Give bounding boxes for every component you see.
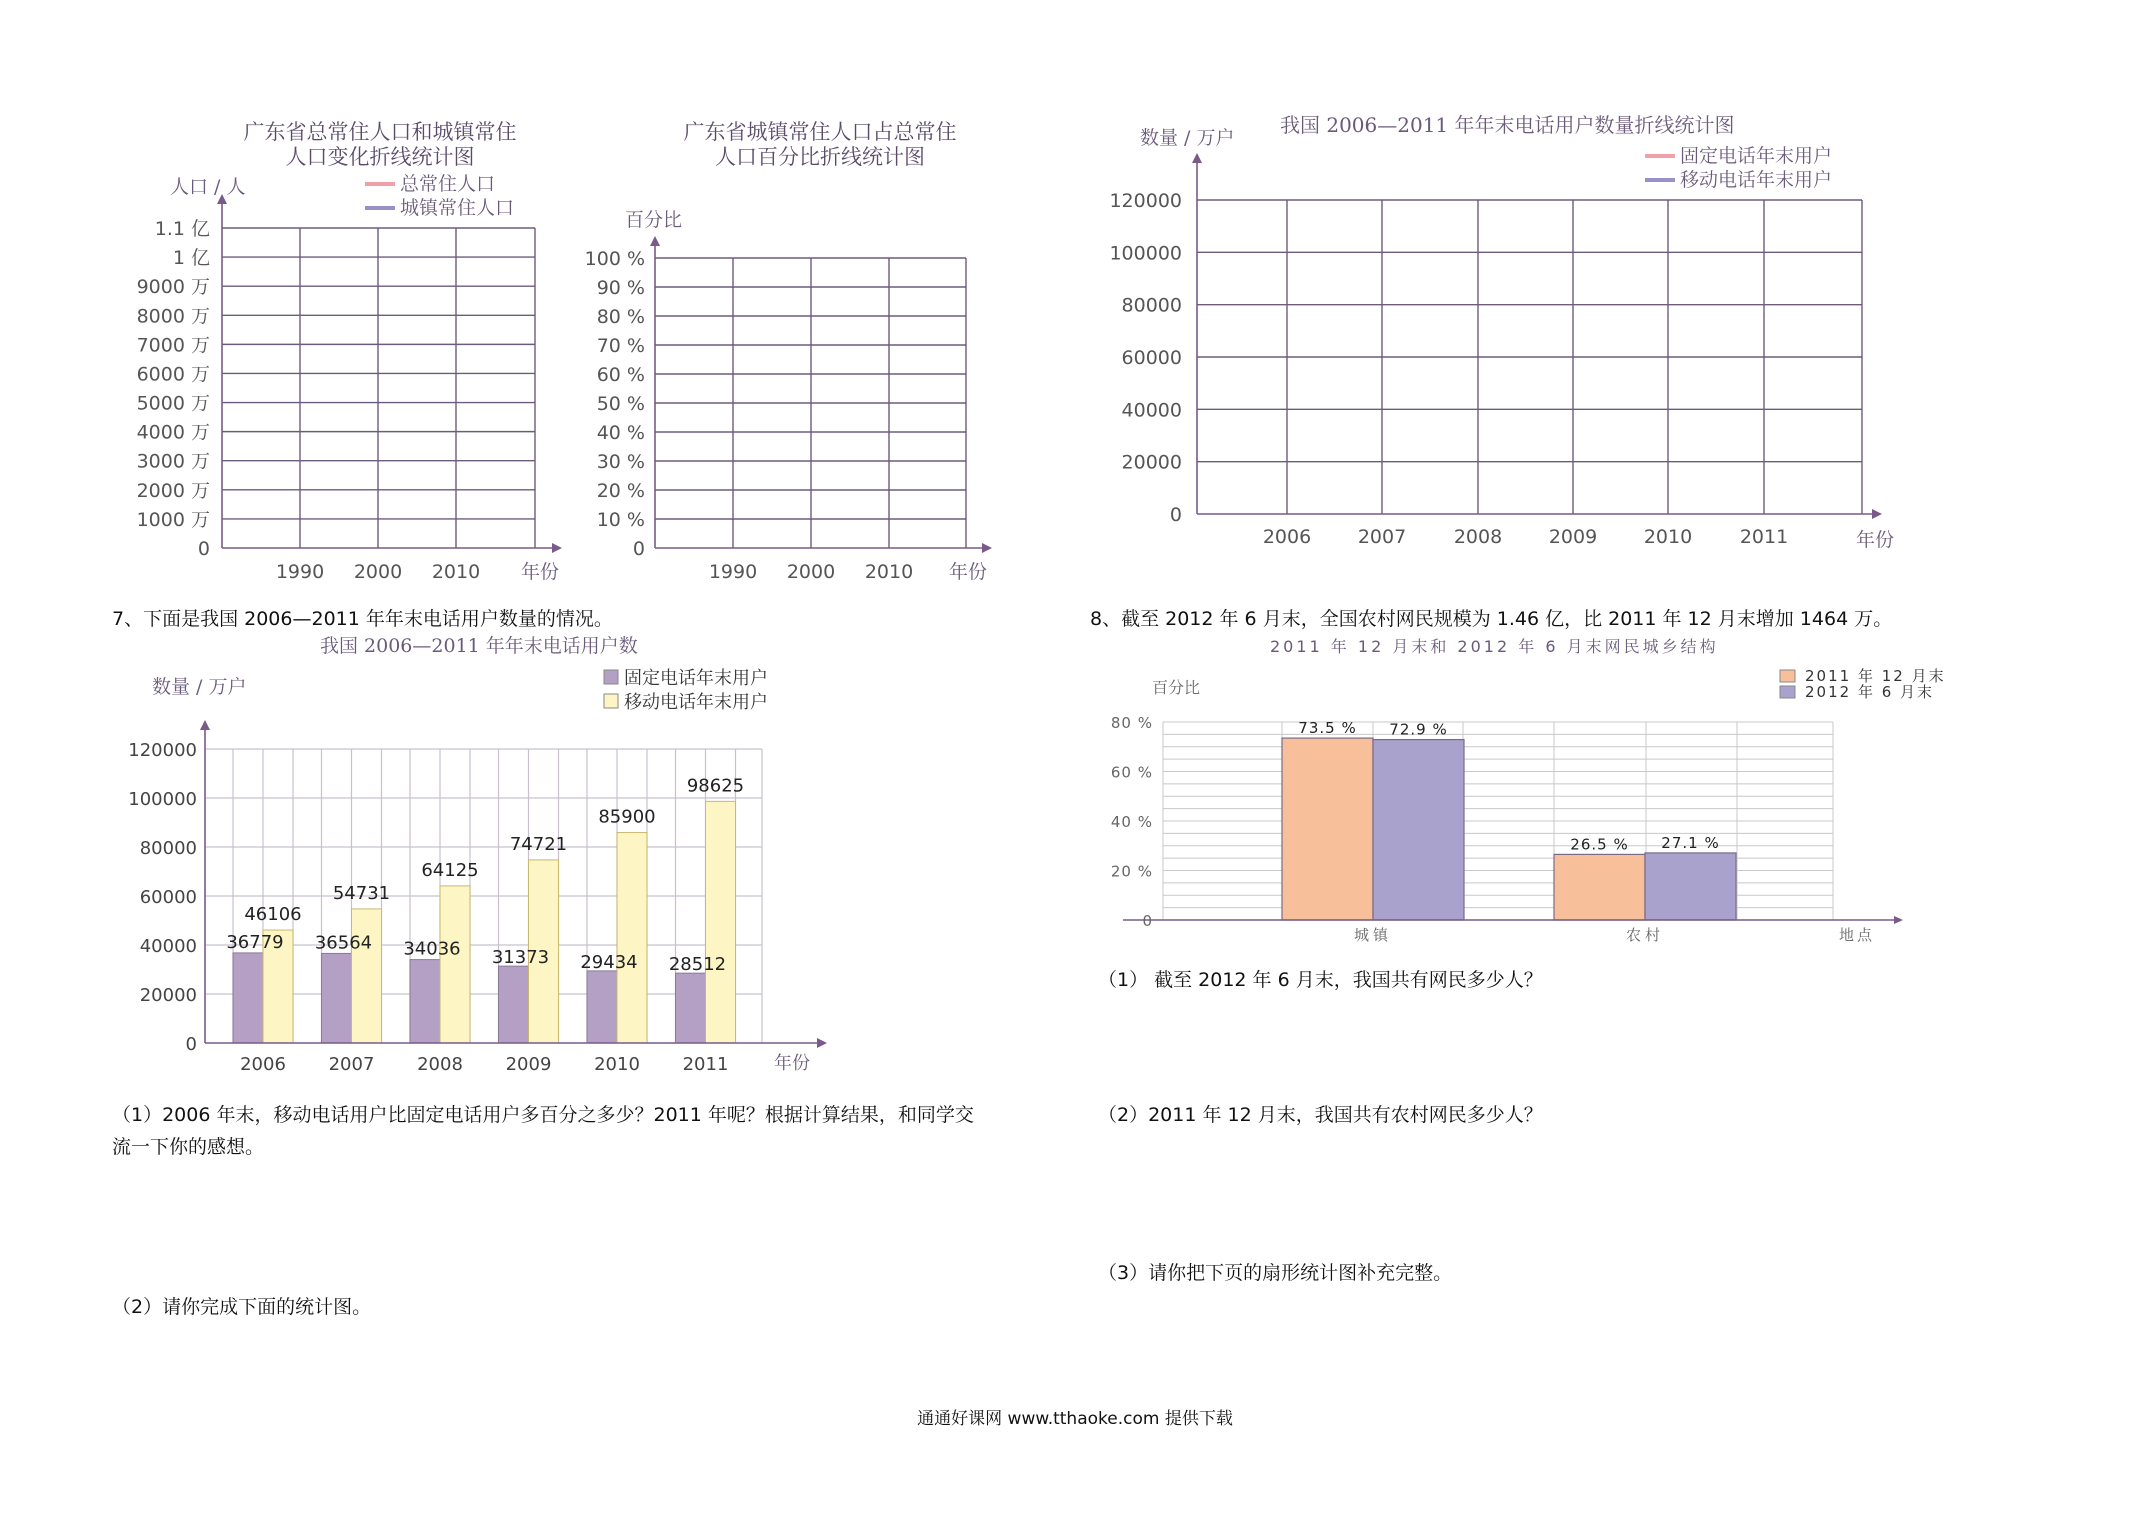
x-tick-label: 2000 (786, 561, 836, 583)
y-tick-label: 2000 万 (136, 479, 210, 502)
y-tick-label: 7000 万 (136, 334, 210, 357)
y-tick-label: 20000 (139, 985, 197, 1006)
y-tick-label: 0 (1169, 504, 1182, 526)
legend-label: 2011 年 12 月末 (1805, 667, 1946, 685)
y-tick-label: 40000 (139, 936, 197, 957)
y-tick-label: 40000 (1121, 399, 1182, 422)
x-tick-label: 2010 (864, 561, 914, 583)
chart-title: 我国 2006—2011 年年末电话用户数 (320, 635, 638, 657)
y-tick-label: 0 (197, 538, 210, 560)
x-tick-label: 城镇 (1353, 926, 1393, 944)
bar-城镇-1 (1373, 740, 1464, 920)
data-label-mobile: 98625 (686, 775, 745, 797)
legend-label: 2012 年 6 月末 (1805, 683, 1935, 701)
y-tick-label: 1 亿 (172, 247, 210, 270)
q8-question-3: （3）请你把下页的扇形统计图补充完整。 (1098, 1262, 1453, 1284)
x-tick-label: 2010 (431, 561, 481, 583)
y-tick-label: 0 (1142, 912, 1153, 930)
chart2-title-line1: 广东省城镇常住人口占总常住 (683, 120, 957, 144)
x-tick-label: 2011 (1739, 526, 1789, 548)
legend-label: 固定电话年末用户 (624, 668, 768, 689)
q8-intro: 8、截至 2012 年 6 月末，全国农村网民规模为 1.46 亿，比 2011 年 12 月末增加 1464 万。 (1090, 608, 1893, 630)
y-tick-label: 30 % (596, 451, 645, 473)
y-tick-label: 100000 (1109, 242, 1182, 265)
data-label-mobile: 85900 (598, 806, 656, 828)
y-tick-label: 80000 (1121, 294, 1182, 317)
y-tick-label: 70 % (596, 335, 645, 357)
x-axis-label: 地点 (1838, 926, 1876, 944)
x-tick-label: 2007 (1357, 526, 1407, 548)
x-tick-label: 2009 (505, 1054, 552, 1075)
chart1-title-line2: 人口变化折线统计图 (285, 145, 475, 169)
y-tick-label: 80 % (596, 306, 645, 328)
bar-城镇-0 (1282, 738, 1373, 920)
q7-question-2: （2）请你完成下面的统计图。 (112, 1296, 372, 1318)
y-tick-label: 100000 (128, 789, 197, 810)
x-tick-label: 2008 (417, 1054, 463, 1075)
data-label-fixed: 28512 (668, 954, 727, 976)
y-tick-label: 10 % (596, 509, 645, 531)
bar-农村-1 (1645, 853, 1736, 920)
x-tick-label: 2009 (1548, 526, 1598, 548)
y-tick-label: 20 % (1110, 862, 1153, 881)
y-tick-label: 60 % (596, 364, 645, 386)
x-tick-label: 2000 (353, 561, 403, 583)
data-label: 73.5 % (1298, 719, 1357, 738)
y-tick-label: 1000 万 (136, 508, 210, 531)
data-label-mobile: 64125 (421, 859, 479, 881)
x-axis-label: 年份 (520, 561, 560, 583)
y-axis-label: 人口 / 人 (170, 176, 246, 198)
y-tick-label: 80 % (1110, 714, 1153, 732)
y-tick-label: 90 % (596, 277, 645, 299)
chart-title: 2011 年 12 月末和 2012 年 6 月末网民城乡结构 (1270, 637, 1719, 656)
q7-intro: 7、下面是我国 2006—2011 年年末电话用户数量的情况。 (112, 608, 613, 630)
y-tick-label: 6000 万 (136, 363, 210, 386)
legend-label: 总常住人口 (400, 173, 496, 195)
data-label-fixed: 36564 (314, 932, 373, 954)
x-axis-arrow (1894, 916, 1903, 924)
bar-农村-0 (1554, 854, 1645, 920)
legend-label: 城镇常住人口 (400, 197, 515, 219)
legend-label: 固定电话年末用户 (1680, 145, 1833, 167)
data-label-fixed: 36779 (226, 931, 284, 953)
data-label: 26.5 % (1570, 835, 1629, 854)
y-tick-label: 0 (185, 1034, 197, 1055)
x-tick-label: 2007 (328, 1054, 375, 1075)
y-tick-label: 3000 万 (136, 450, 210, 473)
x-tick-label: 2011 (682, 1054, 729, 1075)
data-label-fixed: 34036 (403, 938, 461, 960)
data-label-mobile: 54731 (332, 882, 391, 904)
x-tick-label: 2010 (594, 1054, 640, 1075)
y-tick-label: 20 % (596, 480, 645, 502)
y-tick-label: 9000 万 (136, 276, 210, 299)
y-axis-label: 百分比 (1152, 678, 1201, 697)
data-label: 27.1 % (1661, 833, 1720, 852)
chart-title: 我国 2006—2011 年年末电话用户数量折线统计图 (1280, 113, 1735, 137)
legend-label: 移动电话年末用户 (1680, 169, 1833, 191)
x-axis-label: 年份 (1855, 529, 1895, 551)
y-tick-label: 4000 万 (136, 421, 210, 444)
chart1-title-line1: 广东省总常住人口和城镇常住 (243, 120, 517, 144)
x-tick-label: 1990 (708, 561, 758, 583)
y-tick-label: 5000 万 (136, 392, 210, 415)
y-tick-label: 1.1 亿 (154, 218, 210, 240)
y-tick-label: 100 % (584, 248, 645, 270)
x-tick-label: 农村 (1625, 926, 1665, 944)
y-axis-label: 数量 / 万户 (1140, 127, 1235, 149)
data-label: 72.9 % (1389, 720, 1448, 739)
chart2-title-line2: 人口百分比折线统计图 (715, 145, 925, 169)
y-tick-label: 50 % (596, 393, 645, 415)
x-tick-label: 2006 (240, 1054, 286, 1075)
x-tick-label: 2010 (1643, 526, 1693, 548)
y-tick-label: 8000 万 (136, 305, 210, 328)
legend-swatch (1780, 670, 1795, 682)
legend-swatch (1780, 686, 1795, 698)
y-tick-label: 60 % (1110, 763, 1153, 782)
q8-question-2: （2）2011 年 12 月末，我国共有农村网民多少人？ (1098, 1104, 1543, 1126)
y-tick-label: 40 % (1110, 813, 1153, 831)
x-tick-label: 2006 (1262, 526, 1312, 548)
x-axis-label: 年份 (774, 1053, 810, 1074)
data-label-fixed: 31373 (491, 947, 550, 969)
y-tick-label: 60000 (1121, 347, 1182, 369)
data-label-mobile: 46106 (244, 904, 302, 926)
legend-label: 移动电话年末用户 (624, 692, 768, 713)
y-tick-label: 120000 (1109, 190, 1182, 212)
y-tick-label: 80000 (139, 838, 197, 859)
y-tick-label: 120000 (128, 740, 197, 761)
y-axis-label: 数量 / 万户 (152, 676, 247, 698)
q7-question-1-line2: 流一下你的感想。 (112, 1136, 265, 1158)
q7-question-1-line1: （1）2006 年末，移动电话用户比固定电话用户多百分之多少？2011 年呢？根据计算结果，和同学交 (112, 1104, 974, 1126)
y-tick-label: 0 (632, 538, 645, 560)
y-tick-label: 20000 (1121, 451, 1182, 474)
x-tick-label: 1990 (275, 561, 325, 583)
data-label-fixed: 29434 (580, 951, 638, 973)
y-tick-label: 40 % (596, 422, 645, 444)
x-axis-label: 年份 (948, 561, 988, 583)
y-tick-label: 60000 (139, 887, 197, 908)
q8-question-1: （1） 截至 2012 年 6 月末，我国共有网民多少人？ (1098, 969, 1543, 991)
footer: 通通好课网 www.tthaoke.com 提供下载 (917, 1409, 1233, 1429)
x-tick-label: 2008 (1453, 526, 1503, 548)
data-label-mobile: 74721 (509, 833, 568, 855)
y-axis-label: 百分比 (625, 209, 683, 231)
